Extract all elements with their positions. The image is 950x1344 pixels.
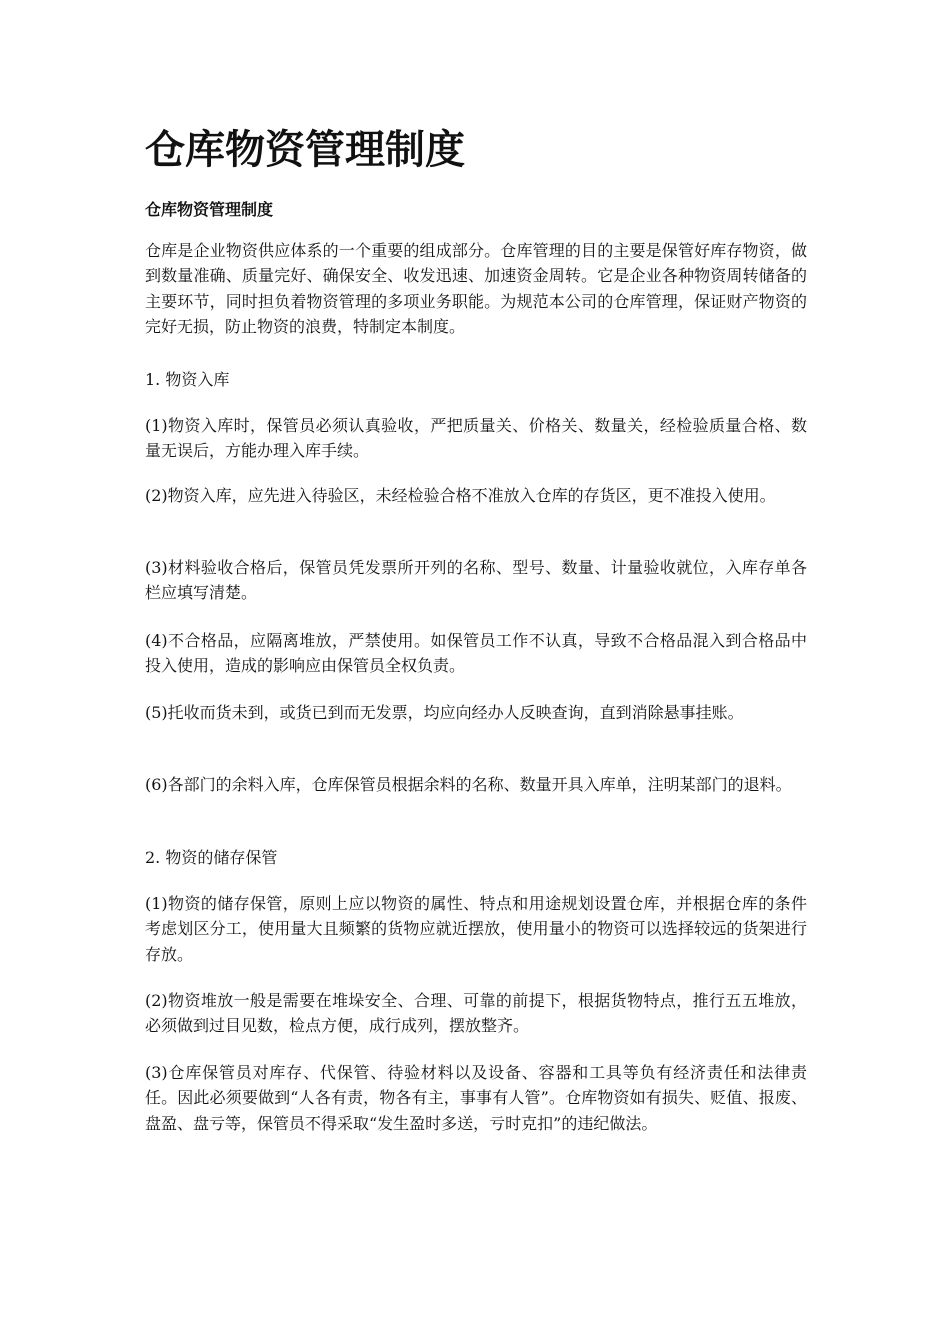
document-subtitle: 仓库物资管理制度 (145, 200, 274, 219)
section-heading-storage: 2. 物资的储存保管 (145, 848, 278, 867)
storage-item-2: (2)物资堆放一般是需要在堆垛安全、合理、可靠的前提下，根据货物特点，推行五五堆放，必须做到过目见数，检点方便，成行成列，摆放整齐。 (145, 991, 807, 1036)
stock-in-item-2: (2)物资入库，应先进入待验区，未经检验合格不准放入仓库的存货区，更不准投入使用。 (145, 486, 776, 505)
stock-in-item-1: (1)物资入库时，保管员必须认真验收，严把质量关、价格关、数量关，经检验质量合格、数量无误后，方能办理入库手续。 (145, 416, 807, 461)
section-heading-stock-in: 1. 物资入库 (145, 370, 230, 389)
stock-in-item-4: (4)不合格品，应隔离堆放，严禁使用。如保管员工作不认真，导致不合格品混入到合格品中投入使用，造成的影响应由保管员全权负责。 (145, 631, 807, 676)
storage-item-1: (1)物资的储存保管，原则上应以物资的属性、特点和用途规划设置仓库，并根据仓库的条件考虑划区分工，使用量大且频繁的货物应就近摆放，使用量小的物资可以选择较远的货架进行存放。 (145, 894, 807, 964)
stock-in-item-6: (6)各部门的余料入库，仓库保管员根据余料的名称、数量开具入库单，注明某部门的退料。 (145, 775, 792, 794)
stock-in-item-3: (3)材料验收合格后，保管员凭发票所开列的名称、型号、数量、计量验收就位，入库存单各栏应填写清楚。 (145, 558, 807, 603)
document-title: 仓库物资管理制度 (145, 126, 465, 173)
intro-paragraph: 仓库是企业物资供应体系的一个重要的组成部分。仓库管理的目的主要是保管好库存物资，做到数量准确、质量完好、确保安全、收发迅速、加速资金周转。它是企业各种物资周转储备的主要环节，同时担负着物资管理的多项业务职能。为规范本公司的仓库管理，保证财产物资的完好无损，防止物资的浪费，特制定本制度。 (145, 241, 807, 336)
stock-in-item-5: (5)托收而货未到，或货已到而无发票，均应向经办人反映查询，直到消除悬事挂账。 (145, 703, 744, 722)
storage-item-3: (3)仓库保管员对库存、代保管、待验材料以及设备、容器和工具等负有经济责任和法律责任。因此必须要做到“人各有责，物各有主，事事有人管”。仓库物资如有损失、贬值、报废、盘盈、盘亏等，保管员不得采取“发生盈时多送，亏时克扣”的违纪做法。 (145, 1063, 807, 1133)
